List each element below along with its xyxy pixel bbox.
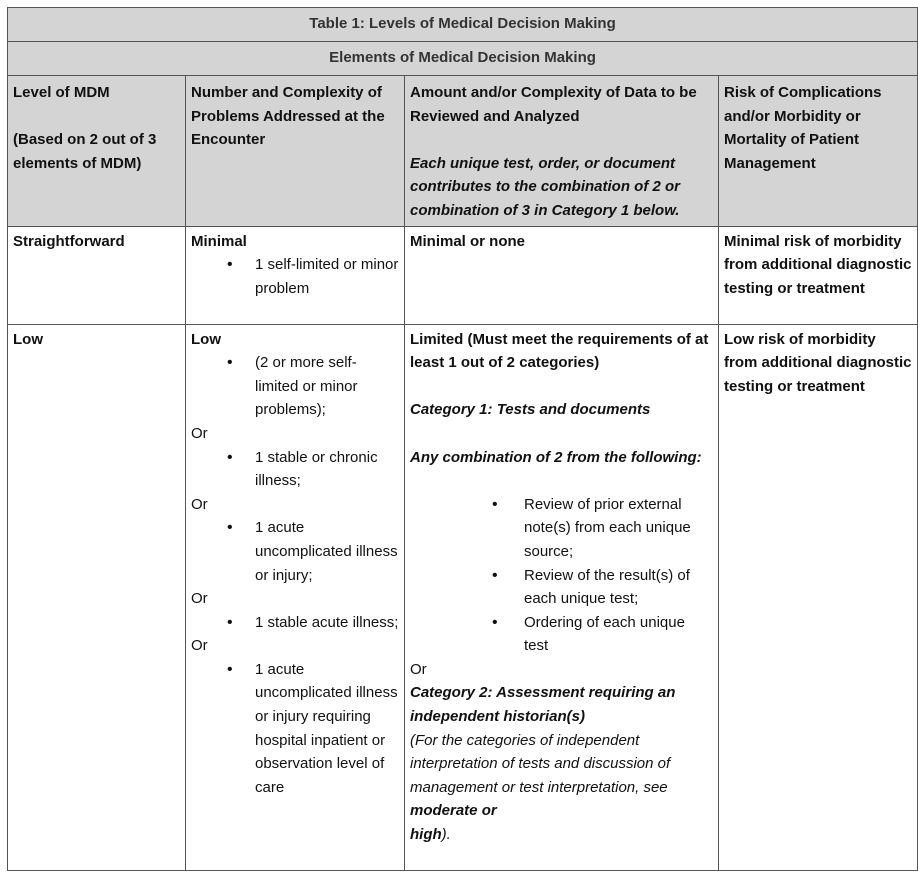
combination-note: Any combination of 2 from the following:	[410, 448, 702, 466]
category-1: Category 1: Tests and documents	[410, 401, 651, 419]
list-item: • 1 stable or chronic illness;	[191, 446, 399, 493]
list-item: • 1 self-limited or minor problem	[191, 253, 399, 300]
level-straightforward: Straightforward	[8, 226, 186, 324]
problems-label: Low	[191, 330, 221, 348]
mdm-table	[7, 7, 918, 871]
header-problems: Number and Complexity of Problems Addressed at the Encounter	[186, 76, 405, 227]
level-low: Low	[8, 324, 186, 870]
category-2: Category 2: Assessment requiring an independent historian(s)	[410, 684, 676, 726]
table-subtitle-row	[8, 42, 918, 76]
risk-low: Low risk of morbidity from additional diagnostic testing or treatment	[719, 324, 918, 870]
note-moderate: moderate or	[410, 802, 497, 820]
problems-list	[191, 611, 399, 635]
table-subtitle: Elements of Medical Decision Making	[8, 42, 918, 76]
data-straightforward: Minimal or none	[405, 226, 719, 324]
list-item: • Review of the result(s) of each unique test;	[410, 564, 713, 611]
table-title-row	[8, 8, 918, 42]
list-item: • 1 acute uncomplicated illness or injury requiring hospital inpatient or observation level of care	[191, 658, 399, 800]
header-data-note: Each unique test, order, or document contributes to the combination of 2 or combination of 3 in Category 1 below.	[410, 154, 680, 219]
header-risk: Risk of Complications and/or Morbidity or Mortality of Patient Management	[719, 76, 918, 227]
table-row-straightforward	[8, 226, 918, 324]
table-row-low	[8, 324, 918, 870]
problems-label: Minimal	[191, 232, 247, 250]
note-text: (For the categories of independent interpretation of tests and discussion of management or test interpretation, see	[410, 731, 671, 796]
table-title: Table 1: Levels of Medical Decision Making	[8, 8, 918, 42]
or-label: Or	[191, 495, 208, 513]
problems-straightforward	[186, 226, 405, 324]
problems-list	[191, 658, 399, 800]
list-item: • (2 or more self-limited or minor problems);	[191, 351, 399, 422]
header-data-title: Amount and/or Complexity of Data to be Reviewed and Analyzed	[410, 84, 697, 125]
problems-list	[191, 351, 399, 422]
problems-list	[191, 253, 399, 300]
category-note	[410, 729, 713, 847]
risk-straightforward: Minimal risk of morbidity from additional diagnostic testing or treatment	[719, 226, 918, 324]
list-item: • 1 acute uncomplicated illness or injury;	[191, 516, 399, 587]
problems-list	[191, 516, 399, 587]
list-item: • Review of prior external note(s) from each unique source;	[410, 493, 713, 564]
or-label: Or	[410, 660, 427, 678]
data-intro: Limited (Must meet the requirements of at least 1 out of 2 categories)	[410, 330, 709, 372]
or-label: Or	[191, 590, 208, 608]
data-list	[410, 493, 713, 658]
header-level-title: Level of MDM	[13, 84, 110, 101]
header-row	[8, 76, 918, 227]
header-data	[405, 76, 719, 227]
problems-list	[191, 446, 399, 493]
header-level	[8, 76, 186, 227]
data-low	[405, 324, 719, 870]
list-item: • Ordering of each unique test	[410, 611, 713, 658]
or-label: Or	[191, 424, 208, 442]
header-level-note: (Based on 2 out of 3 elements of MDM)	[13, 131, 157, 172]
problems-low	[186, 324, 405, 870]
or-label: Or	[191, 637, 208, 655]
note-end: ).	[441, 826, 451, 844]
list-item: • 1 stable acute illness;	[191, 611, 399, 635]
note-high: high	[410, 826, 442, 844]
